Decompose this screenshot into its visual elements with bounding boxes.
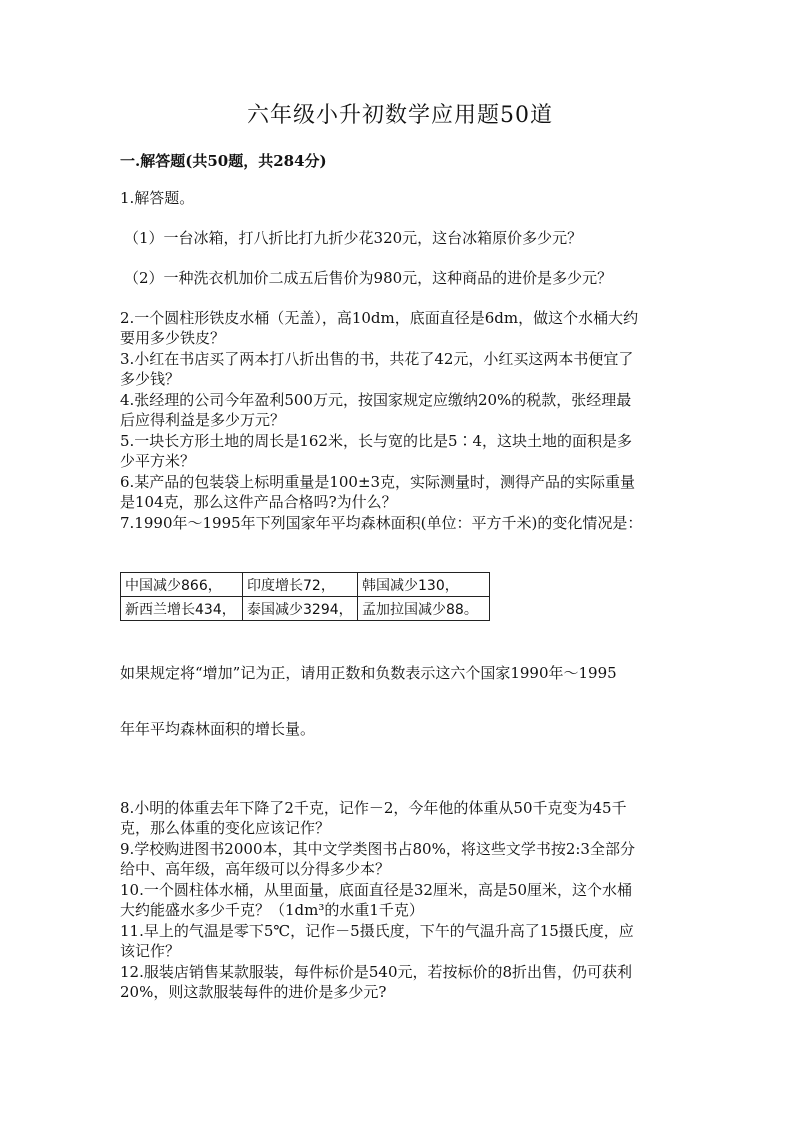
table-cell: 孟加拉国减少88。 <box>358 597 490 621</box>
table-row <box>121 597 490 621</box>
question-10-line-1: 10.一个圆柱体水桶，从里面量，底面直径是32厘米，高是50厘米，这个水桶 <box>120 881 633 899</box>
table-cell: 韩国减少130， <box>358 573 490 597</box>
question-5-line-1: 5.一块长方形土地的周长是162米，长与宽的比是5∶4，这块土地的面积是多 <box>120 432 633 450</box>
forest-change-table <box>120 572 490 621</box>
table-row <box>121 573 490 597</box>
question-3-line-2: 多少钱？ <box>120 370 181 388</box>
question-1-part-1: （1）一台冰箱，打八折比打九折少花320元，这台冰箱原价多少元？ <box>124 229 583 247</box>
question-10-line-2: 大约能盛水多少千克？（1dm³的水重1千克） <box>120 901 424 919</box>
question-12-line-2: 20%，则这款服装每件的进价是多少元? <box>120 983 387 1001</box>
question-11-line-2: 该记作？ <box>120 942 181 960</box>
question-7-intro: 7.1990年～1995年下列国家年平均森林面积(单位：平方千米)的变化情况是： <box>120 514 643 532</box>
table-cell: 新西兰增长434， <box>121 597 243 621</box>
question-4-line-2: 后应得利益是多少万元？ <box>120 411 286 429</box>
page-title: 六年级小升初数学应用题50道 <box>247 103 553 128</box>
question-6-line-2: 是104克，那么这件产品合格吗?为什么？ <box>120 493 397 511</box>
question-7-instruction-2: 年年平均森林面积的增长量。 <box>120 720 316 738</box>
table-cell: 印度增长72， <box>243 573 358 597</box>
question-8-line-1: 8.小明的体重去年下降了2千克，记作－2，今年他的体重从50千克变为45千 <box>120 799 627 817</box>
table-cell: 泰国减少3294， <box>243 597 358 621</box>
question-7-instruction-1: 如果规定将“增加”记为正，请用正数和负数表示这六个国家1990年～1995 <box>120 664 617 682</box>
question-2-line-1: 2.一个圆柱形铁皮水桶（无盖），高10dm，底面直径是6dm，做这个水桶大约 <box>120 309 639 327</box>
question-11-line-1: 11.早上的气温是零下5℃，记作－5摄氏度，下午的气温升高了15摄氏度，应 <box>120 922 634 940</box>
question-2-line-2: 要用多少铁皮？ <box>120 329 226 347</box>
question-12-line-1: 12.服装店销售某款服装，每件标价是540元，若按标价的8折出售，仍可获利 <box>120 963 633 981</box>
question-9-line-1: 9.学校购进图书2000本，其中文学类图书占80%，将这些文学书按2:3全部分 <box>120 840 635 858</box>
question-8-line-2: 克，那么体重的变化应该记作？ <box>120 819 331 837</box>
question-6-line-1: 6.某产品的包装袋上标明重量是100±3克，实际测量时，测得产品的实际重量 <box>120 473 636 491</box>
table-cell: 中国减少866， <box>121 573 243 597</box>
section-heading: 一.解答题(共50题，共284分) <box>120 152 327 170</box>
question-5-line-2: 少平方米？ <box>120 452 196 470</box>
question-3-line-1: 3.小红在书店买了两本打八折出售的书，共花了42元，小红买这两本书便宜了 <box>120 350 634 368</box>
question-1-part-2: （2）一种洗衣机加价二成五后售价为980元，这种商品的进价是多少元？ <box>124 269 613 287</box>
question-4-line-1: 4.张经理的公司今年盈利500万元，按国家规定应缴纳20%的税款，张经理最 <box>120 391 632 409</box>
question-1-label: 1.解答题。 <box>120 189 195 207</box>
question-9-line-2: 给中、高年级，高年级可以分得多少本？ <box>120 860 391 878</box>
